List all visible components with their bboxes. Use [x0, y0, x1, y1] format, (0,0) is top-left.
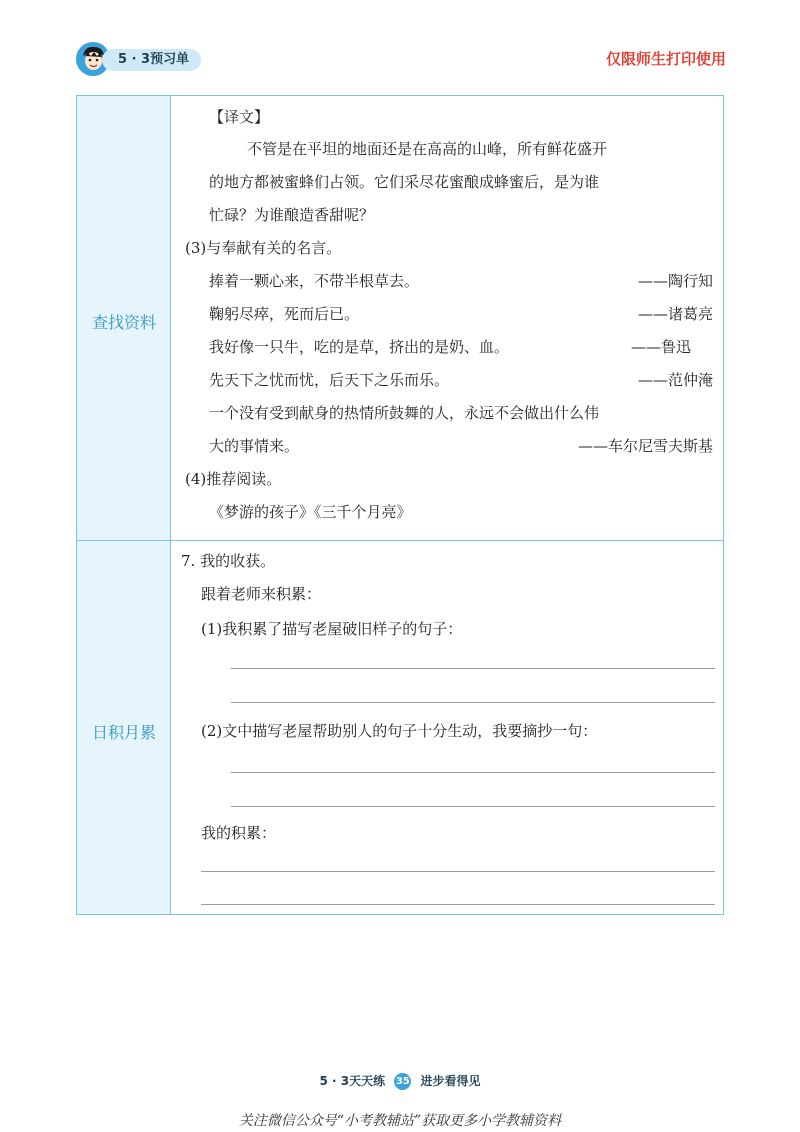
question-1: (1)我积累了描写老屋破旧样子的句子： — [201, 620, 463, 638]
reading-books: 《梦游的孩子》《三千个月亮》 — [209, 503, 412, 521]
answer-line[interactable] — [231, 702, 715, 703]
translation-heading: 【译文】 — [209, 108, 270, 126]
long-quote-line: 大的事情来。 — [209, 437, 300, 455]
question-2: (2)文中描写老屋帮助别人的句子十分生动，我要摘抄一句： — [201, 722, 598, 740]
answer-line[interactable] — [201, 904, 715, 905]
page-number: 35 — [394, 1073, 411, 1090]
answer-line[interactable] — [231, 668, 715, 669]
translation-line: 忙碌？为谁酿造香甜呢？ — [209, 206, 375, 224]
research-label: 查找资料 — [91, 313, 156, 332]
quote-text: 鞠躬尽瘁，死而后已。 — [209, 305, 360, 323]
label-column — [77, 96, 171, 914]
quote-author: ——陶行知 — [637, 272, 713, 290]
footer-slogan: 进步看得见 — [420, 1074, 481, 1088]
brand-label: 5 · 3预习单 — [102, 49, 201, 71]
quote-author: ——鲁迅 — [630, 338, 691, 356]
long-quote-line: 一个没有受到献身的热情所鼓舞的人，永远不会做出什么伟 — [209, 404, 600, 422]
quote-text: 捧着一颗心来，不带半根草去。 — [209, 272, 420, 290]
page-header — [76, 42, 726, 76]
my-accumulation-label: 我的积累： — [201, 824, 277, 842]
page-footer — [0, 1072, 800, 1090]
worksheet-table — [76, 95, 724, 915]
quote-author: ——诸葛亮 — [637, 305, 713, 323]
harvest-heading: 7. 我的收获。 — [181, 552, 276, 570]
quotes-heading: (3)与奉献有关的名言。 — [185, 239, 342, 257]
answer-line[interactable] — [231, 806, 715, 807]
accumulate-label: 日积月累 — [91, 723, 156, 742]
long-quote-author: ——车尔尼雪夫斯基 — [577, 437, 713, 455]
translation-line: 不管是在平坦的地面还是在高高的山峰，所有鲜花盛开 — [247, 140, 608, 158]
quote-text: 我好像一只牛，吃的是草，挤出的是奶、血。 — [209, 338, 510, 356]
print-restriction-notice: 仅限师生打印使用 — [605, 50, 726, 68]
quote-text: 先天下之忧而忧，后天下之乐而乐。 — [209, 371, 450, 389]
footer-series: 5 · 3天天练 — [319, 1074, 386, 1088]
wechat-notice: 关注微信公众号“小考教辅站”获取更多小学教辅资料 — [238, 1113, 562, 1129]
quote-author: ——范仲淹 — [637, 371, 713, 389]
harvest-intro: 跟着老师来积累： — [201, 585, 322, 603]
research-content — [171, 96, 723, 540]
reading-heading: (4)推荐阅读。 — [185, 470, 282, 488]
answer-line[interactable] — [231, 772, 715, 773]
accumulate-content — [171, 540, 723, 914]
translation-line: 的地方都被蜜蜂们占领。它们采尽花蜜酿成蜂蜜后，是为谁 — [209, 173, 600, 191]
answer-line[interactable] — [201, 871, 715, 872]
